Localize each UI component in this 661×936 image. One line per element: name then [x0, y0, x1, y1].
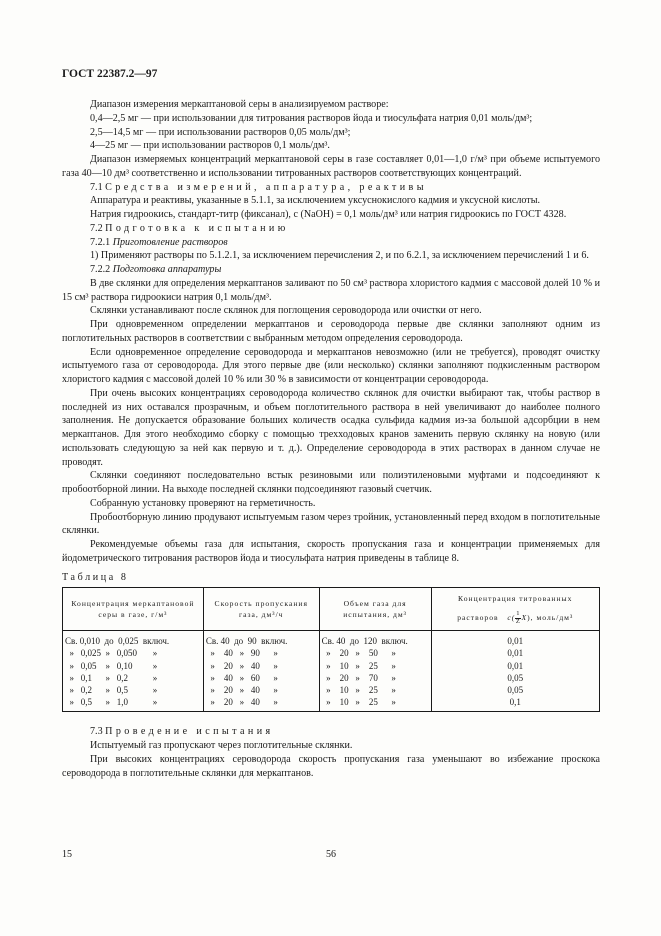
paragraph: При высоких концентрациях сероводорода скорость пропускания газа уменьшают во избежание проскока сероводорода в поглотительные склянки для меркаптанов.	[62, 753, 600, 779]
header-symbol: X	[521, 613, 528, 622]
table-cell: » 0,05 » 0,10 »	[63, 660, 204, 672]
fraction-denominator: Z	[515, 617, 521, 625]
section-title: Проведение испытания	[105, 726, 274, 738]
table-header-cell	[431, 588, 599, 631]
table-cell: » 40 » 60 »	[203, 672, 319, 684]
header-text: растворов	[457, 613, 499, 622]
document-body	[62, 98, 600, 780]
table-cell: » 0,2 » 0,5 »	[63, 684, 204, 696]
paragraph: 4—25 мг — при использовании растворов 0,1 моль/дм³.	[90, 140, 330, 152]
section-heading	[62, 725, 600, 739]
section-number: 7.2	[90, 222, 103, 234]
table-cell: » 20 » 40 »	[203, 660, 319, 672]
table-cell: » 20 » 70 »	[319, 672, 431, 684]
table-row	[63, 631, 600, 648]
header-text: ), моль/дм³	[527, 613, 574, 622]
table-row	[63, 660, 600, 672]
table-cell: Св. 0,010 до 0,025 включ.	[63, 631, 204, 648]
table-8	[62, 587, 600, 712]
paragraph: Склянки соединяют последовательно встык резиновыми или полиэтиленовыми муфтами и подсоединяют к пробоотборной линии. На выходе последней склянки подсоединяют газовый счетчик.	[62, 470, 600, 495]
table-caption: Таблица 8	[62, 571, 129, 583]
paragraph: Склянки устанавливают после склянок для поглощения сероводорода или очистки от него.	[90, 305, 482, 317]
paragraph: Если одновременное определение сероводорода и меркаптанов невозможно (или не требуется), проводят очистку испытуемого газа от сероводорода. Для этого первые две (или несколько) склянки заполняют подкисленным раствором хлористого кадмия с массовой долей 10 % или 30 % в зависимости от концентрации сероводорода.	[62, 346, 600, 385]
table-header-row	[63, 588, 600, 631]
paragraph: Пробоотборную линию продувают испытуемым газом через тройник, установленный перед входом в поглотительные склянки.	[62, 511, 600, 537]
table-cell: » 10 » 25 »	[319, 684, 431, 696]
table-cell: » 0,1 » 0,2 »	[63, 672, 204, 684]
table-row	[63, 684, 600, 696]
paragraph: Рекомендуемые объемы газа для испытания, скорость пропускания газа и концентрации применяемых для йодометрического титрования растворов йода и тиосульфата натрия приведены в таблице 8.	[62, 539, 600, 564]
table-cell: 0,05	[431, 672, 599, 684]
table-cell: » 40 » 90 »	[203, 647, 319, 659]
section-heading	[62, 222, 600, 236]
table-cell: 0,01	[431, 660, 599, 672]
document-code: ГОСТ 22387.2—97	[62, 68, 158, 80]
table-row	[63, 696, 600, 712]
paragraph: При очень высоких концентрациях сероводорода количество склянок для очистки выбирают так, чтобы раствор в последней из них оставался прозрачным, и объем поглотительного раствора в ней увеличивают до наиболее полного заполнения. Не допускается образование больших количеств осадка сульфида кадмия из-за большой адсорбции в нем меркаптанов. Для этого необходимо сборку с помощью трехходовых кранов заменить первую склянку на новую (или использовать следующую за ней как первую и т. д.). Определение сероводорода в этих растворах в данном случае не проводят.	[62, 387, 600, 468]
page-number-left: 15	[62, 849, 72, 860]
section-heading	[62, 181, 600, 195]
paragraph: При одновременном определении меркаптанов и сероводорода первые две склянки заполняют одним из поглотительных растворов в соответствии с выбранным методом определения сероводорода.	[62, 319, 600, 344]
section-title: Подготовка к испытанию	[105, 222, 289, 234]
page-number-center: 56	[326, 849, 336, 860]
paragraph: Испытуемый газ пропускают через поглотительные склянки.	[90, 740, 353, 752]
paragraph: Собранную установку проверяют на герметичность.	[90, 497, 316, 509]
header-symbol: c(	[507, 613, 516, 622]
header-line	[434, 611, 597, 625]
paragraph: В две склянки для определения меркаптанов заливают по 50 см³ раствора хлористого кадмия с массовой долей 10 % и 15 см³ раствора гидроокиси натрия 0,1 моль/дм³.	[62, 277, 600, 303]
table-cell: » 10 » 25 »	[319, 660, 431, 672]
subsection-number: 7.2.2	[90, 264, 111, 275]
table-cell: Св. 40 до 120 включ.	[319, 631, 431, 648]
paragraph: 1) Применяют растворы по 5.1.2.1, за исключением перечисления 2, и по 6.2.1, за исключением перечислений 1 и 6.	[90, 250, 589, 262]
table-cell: 0,1	[431, 696, 599, 712]
table-cell: » 0,025 » 0,050 »	[63, 647, 204, 659]
subsection-title: Подготовка аппаратуры	[112, 264, 222, 275]
section-number: 7.3	[90, 726, 103, 738]
table-cell: 0,01	[431, 647, 599, 659]
table-row	[63, 647, 600, 659]
paragraph: Диапазон измерения меркаптановой серы в анализируемом растворе:	[90, 99, 389, 110]
paragraph: Натрия гидроокись, стандарт-титр (фиксанал), c (NaOH) = 0,1 моль/дм³ или натрия гидроокись по ГОСТ 4328.	[90, 209, 567, 220]
subsection-heading	[62, 236, 600, 250]
paragraph: 0,4—2,5 мг — при использовании для титрования растворов йода и тиосульфата натрия 0,01 моль/дм³;	[90, 112, 533, 124]
fraction-numerator: 1	[516, 610, 521, 618]
table-header-cell: Концентрация меркаптановой серы в газе, г/м³	[63, 588, 204, 631]
table-cell: » 0,5 » 1,0 »	[63, 696, 204, 712]
header-line: Концентрация титрованных	[458, 594, 573, 604]
table-header-cell: Скорость пропускания газа, дм³/ч	[203, 588, 319, 631]
paragraph: Аппаратура и реактивы, указанные в 5.1.1, за исключением уксуснокислого кадмия и уксусной кислоты.	[90, 195, 541, 207]
paragraph: Диапазон измеряемых концентраций меркаптановой серы в газе составляет 0,01—1,0 г/м³ при объеме испытуемого газа 40—10 дм³ соответственно и использовании титрованных растворов соответствующих концентраций.	[62, 154, 600, 179]
table-row	[63, 672, 600, 684]
section-number: 7.1	[90, 181, 103, 193]
subsection-heading	[62, 263, 600, 277]
table-cell: 0,01	[431, 631, 599, 648]
table-cell: 0,05	[431, 684, 599, 696]
section-title: Средства измерений, аппаратура, реактивы	[105, 181, 427, 193]
subsection-number: 7.2.1	[90, 236, 111, 248]
table-header-cell: Объем газа для испытания, дм³	[319, 588, 431, 631]
table-cell: » 20 » 40 »	[203, 684, 319, 696]
table-cell: » 20 » 40 »	[203, 696, 319, 712]
paragraph: 2,5—14,5 мг — при использовании растворов 0,05 моль/дм³;	[90, 126, 351, 138]
table-cell: » 20 » 50 »	[319, 647, 431, 659]
table-cell: Св. 40 до 90 включ.	[203, 631, 319, 648]
subsection-title: Приготовление растворов	[112, 236, 228, 248]
table-cell: » 10 » 25 »	[319, 696, 431, 712]
